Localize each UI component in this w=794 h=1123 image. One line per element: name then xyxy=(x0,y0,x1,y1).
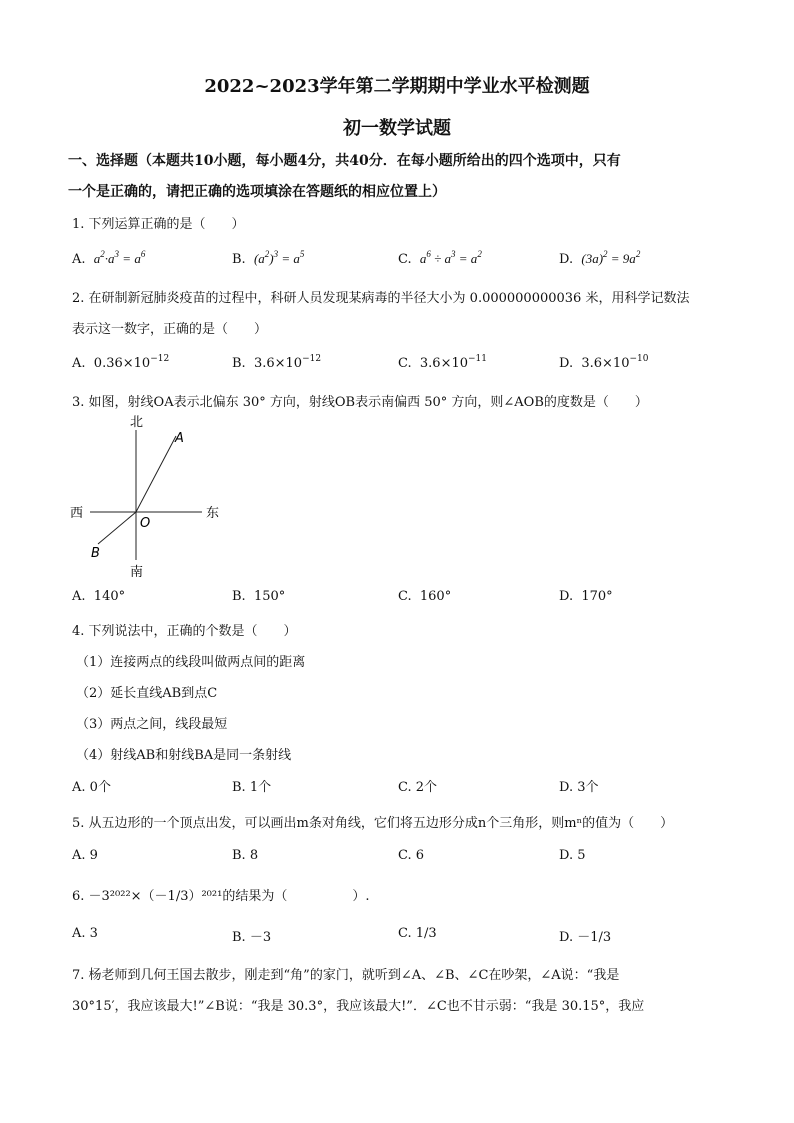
option-text: 6 xyxy=(415,848,425,863)
question-5-option-a xyxy=(72,848,98,863)
question-2-stem-line1: 2. 在研制新冠肺炎疫苗的过程中，科研人员发现某病毒的半径大小为 0.000000000036 米，用科学记数法 xyxy=(72,291,690,306)
option-letter: B. xyxy=(232,930,246,945)
question-2-option-c xyxy=(398,354,487,371)
option-letter: A. xyxy=(72,252,86,267)
question-4-item-4: （4）射线AB和射线BA是同一条射线 xyxy=(76,748,292,763)
option-letter: A. xyxy=(72,848,86,863)
section-heading-line1: 一、选择题（本题共10小题，每小题4分，共40分．在每小题所给出的四个选项中，只有 xyxy=(68,153,621,169)
question-4-stem: 4. 下列说法中，正确的个数是（ ） xyxy=(72,624,297,639)
label-point-o: O xyxy=(140,516,151,531)
option-formula: $a^2\cdot a^3 = a^6$ xyxy=(93,249,146,266)
option-formula: $0.36\times 10^{-12}$ xyxy=(93,354,170,371)
option-formula: $a^6 \div a^3 = a^2$ xyxy=(419,249,482,266)
exam-subtitle: 初一数学试题 xyxy=(343,118,451,139)
option-letter: B. xyxy=(232,356,246,371)
option-text: 3个 xyxy=(577,780,599,795)
option-text: 150° xyxy=(253,589,286,604)
option-formula: $3.6\times 10^{-11}$ xyxy=(419,354,487,371)
option-letter: D. xyxy=(559,780,574,795)
option-text: 1个 xyxy=(249,780,272,795)
question-4-option-c xyxy=(398,776,437,795)
option-letter: A. xyxy=(72,589,86,604)
question-6-option-a xyxy=(72,926,98,941)
question-4-option-a xyxy=(72,776,111,795)
option-text: 3 xyxy=(89,926,98,941)
option-letter: D. xyxy=(559,589,574,604)
label-south: 南 xyxy=(130,565,144,580)
question-6-option-c xyxy=(398,926,437,941)
option-text: －1/3 xyxy=(577,930,612,945)
option-text: 140° xyxy=(93,589,126,604)
option-letter: D. xyxy=(559,930,574,945)
question-1-stem: 1. 下列运算正确的是（ ） xyxy=(72,217,245,232)
ray-oa xyxy=(136,436,176,512)
question-2-option-b xyxy=(232,354,321,371)
option-letter: A. xyxy=(72,780,86,795)
question-6-stem: 6. －3²⁰²²×（－1/3）²⁰²¹的结果为（ ）. xyxy=(72,889,370,904)
label-west: 西 xyxy=(70,506,84,521)
question-2-option-d xyxy=(559,354,648,371)
section-heading-line2: 一个是正确的，请把正确的选项填涂在答题纸的相应位置上） xyxy=(68,184,446,200)
option-letter: C. xyxy=(398,848,412,863)
question-6-option-d xyxy=(559,926,611,945)
question-5-option-d xyxy=(559,848,586,863)
label-east: 东 xyxy=(206,506,220,521)
option-letter: A. xyxy=(72,926,86,941)
option-formula: $3.6\times 10^{-12}$ xyxy=(253,354,322,371)
option-letter: C. xyxy=(398,589,412,604)
question-5-stem: 5. 从五边形的一个顶点出发，可以画出m条对角线，它们将五边形分成n个三角形，则mⁿ的值为（ ） xyxy=(72,816,674,831)
option-letter: A. xyxy=(72,356,86,371)
exam-title: 2022~2023学年第二学期期中学业水平检测题 xyxy=(204,76,590,97)
question-2-stem-line2: 表示这一数字，正确的是（ ） xyxy=(72,322,268,337)
question-6-option-b xyxy=(232,926,271,945)
option-letter: C. xyxy=(398,356,412,371)
label-point-a: A xyxy=(175,431,184,446)
question-3-option-d xyxy=(559,589,613,604)
question-1-option-d xyxy=(559,249,640,267)
option-formula: $(a^2)^3 = a^5$ xyxy=(253,249,305,266)
question-4-item-2: （2）延长直线AB到点C xyxy=(76,686,218,701)
question-4-option-d xyxy=(559,776,599,795)
option-letter: C. xyxy=(398,780,412,795)
option-letter: D. xyxy=(559,252,574,267)
question-5-option-c xyxy=(398,848,424,863)
option-letter: B. xyxy=(232,589,246,604)
option-formula: $(3a)^2 = 9a^2$ xyxy=(581,249,641,266)
option-letter: C. xyxy=(398,926,412,941)
option-letter: D. xyxy=(559,848,574,863)
label-point-b: B xyxy=(91,546,100,561)
question-1-option-b xyxy=(232,249,304,267)
question-4-option-b xyxy=(232,776,271,795)
option-text: 170° xyxy=(581,589,613,604)
option-text: 160° xyxy=(419,589,452,604)
question-4-item-3: （3）两点之间，线段最短 xyxy=(76,717,228,732)
compass-figure xyxy=(64,410,234,582)
question-7-line2: 30°15′，我应该最大!”∠B说：“我是 30.3°，我应该最大!”．∠C也不甘示弱：“我是 30.15°，我应 xyxy=(72,999,645,1014)
option-text: 9 xyxy=(89,848,98,863)
question-3-option-a xyxy=(72,589,125,604)
label-north: 北 xyxy=(130,415,144,430)
option-text: 2个 xyxy=(415,780,438,795)
option-formula: $3.6\times 10^{-10}$ xyxy=(581,354,649,371)
option-letter: B. xyxy=(232,252,246,267)
option-letter: D. xyxy=(559,356,574,371)
option-letter: C. xyxy=(398,252,412,267)
question-7-line1: 7. 杨老师到几何王国去散步，刚走到“角”的家门，就听到∠A、∠B、∠C在吵架，∠A说：“我是 xyxy=(72,968,620,983)
option-text: 8 xyxy=(249,848,259,863)
question-1-option-c xyxy=(398,249,482,267)
question-3-option-b xyxy=(232,589,285,604)
option-text: 5 xyxy=(577,848,586,863)
question-4-item-1: （1）连接两点的线段叫做两点间的距离 xyxy=(76,655,306,670)
question-5-option-b xyxy=(232,848,258,863)
question-1-option-a xyxy=(72,249,145,267)
ray-ob xyxy=(98,512,136,544)
option-text: 1/3 xyxy=(415,926,437,941)
question-2-option-a xyxy=(72,354,169,371)
option-letter: B. xyxy=(232,848,246,863)
option-text: －3 xyxy=(249,930,272,945)
option-text: 0个 xyxy=(89,780,111,795)
question-3-option-c xyxy=(398,589,451,604)
question-3-stem: 3. 如图，射线OA表示北偏东 30° 方向，射线OB表示南偏西 50° 方向，则∠AOB的度数是（ ） xyxy=(72,395,648,410)
option-letter: B. xyxy=(232,780,246,795)
